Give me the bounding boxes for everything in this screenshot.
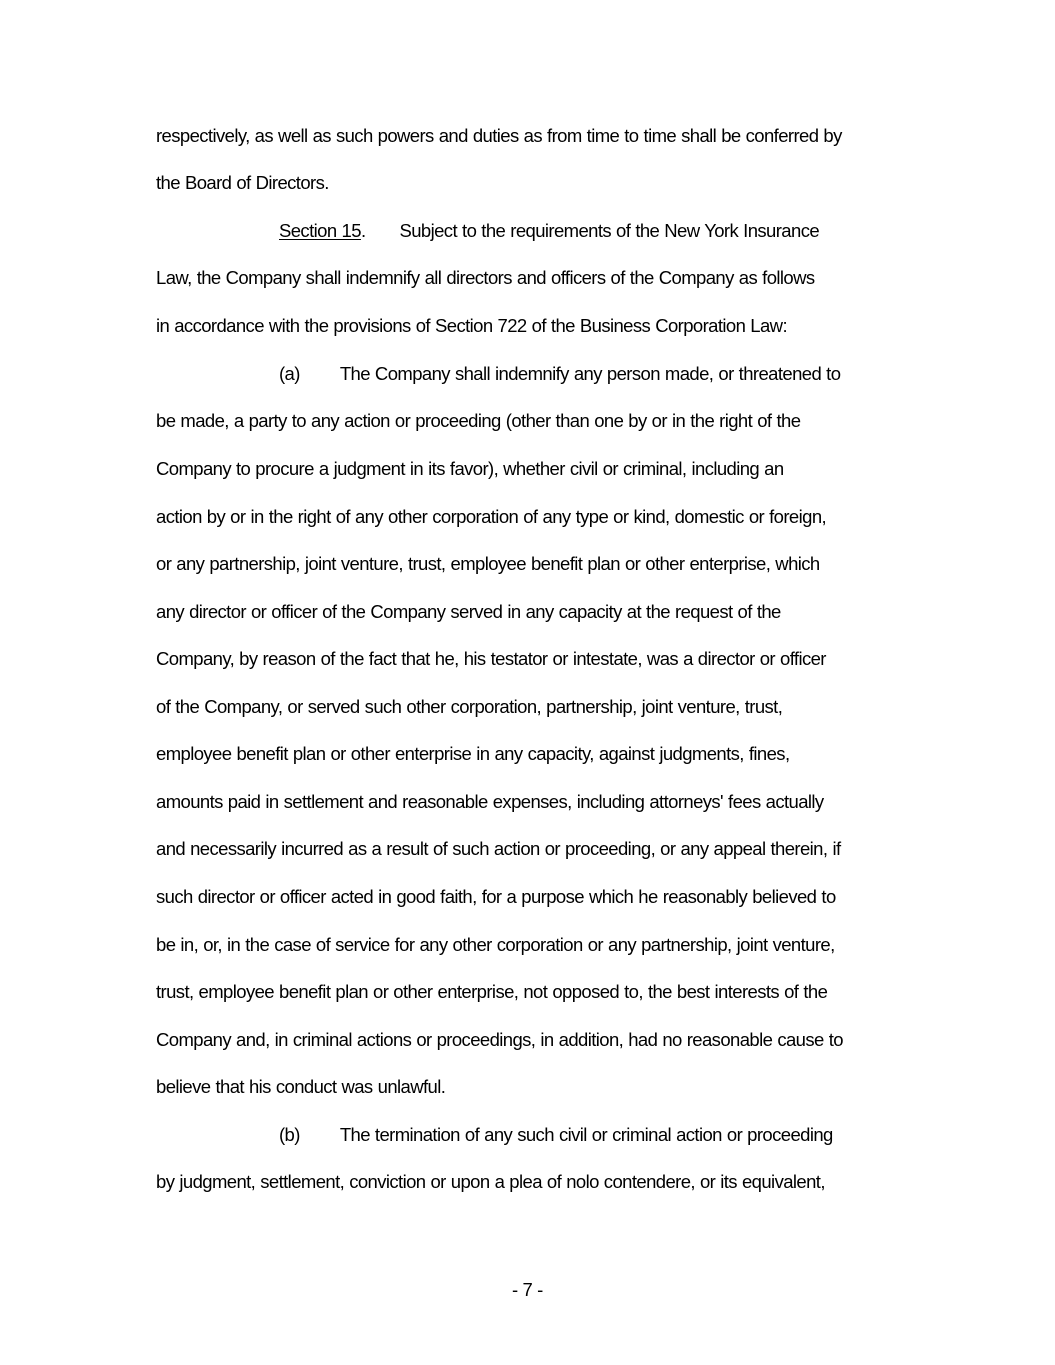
section-15-heading: Section 15 xyxy=(279,220,361,241)
text-line: employee benefit plan or other enterprise in any capacity, against judgments, fines, xyxy=(156,743,790,764)
text-line: Company, by reason of the fact that he, his testator or intestate, was a director or officer xyxy=(156,648,826,669)
text-line: and necessarily incurred as a result of such action or proceeding, or any appeal therein, if xyxy=(156,838,841,859)
text-line: amounts paid in settlement and reasonable expenses, including attorneys' fees actually xyxy=(156,791,824,812)
text-line: respectively, as well as such powers and duties as from time to time shall be conferred by xyxy=(156,125,842,146)
section-15-intro-text: Subject to the requirements of the New York Insurance xyxy=(399,220,820,241)
clause-a-first-line xyxy=(279,363,840,385)
text-line: Law, the Company shall indemnify all directors and officers of the Company as follows xyxy=(156,267,815,288)
text-line: Company to procure a judgment in its favor), whether civil or criminal, including an xyxy=(156,458,784,479)
text-line: action by or in the right of any other corporation of any type or kind, domestic or foreign, xyxy=(156,506,827,527)
text-line: the Board of Directors. xyxy=(156,172,329,193)
text-line: of the Company, or served such other corporation, partnership, joint venture, trust, xyxy=(156,696,783,717)
text-line: by judgment, settlement, conviction or upon a plea of nolo contendere, or its equivalent, xyxy=(156,1171,825,1192)
text-line: trust, employee benefit plan or other enterprise, not opposed to, the best interests of the xyxy=(156,981,828,1002)
section-15-first-line xyxy=(279,220,819,242)
text-line: be made, a party to any action or proceeding (other than one by or in the right of the xyxy=(156,410,801,431)
clause-b-first-line xyxy=(279,1124,833,1146)
text-line: any director or officer of the Company served in any capacity at the request of the xyxy=(156,601,781,622)
clause-b-label: (b) xyxy=(279,1124,300,1145)
text-line: be in, or, in the case of service for any other corporation or any partnership, joint venture, xyxy=(156,934,835,955)
section-15-heading-period: . xyxy=(360,220,366,241)
text-line: such director or officer acted in good faith, for a purpose which he reasonably believed to xyxy=(156,886,836,907)
clause-a-label: (a) xyxy=(279,363,300,384)
page-number: - 7 - xyxy=(512,1279,543,1300)
clause-b-intro-text: The termination of any such civil or criminal action or proceeding xyxy=(339,1124,833,1145)
clause-a-intro-text: The Company shall indemnify any person made, or threatened to xyxy=(339,363,841,384)
text-line: believe that his conduct was unlawful. xyxy=(156,1076,446,1097)
text-line: in accordance with the provisions of Section 722 of the Business Corporation Law: xyxy=(156,315,787,336)
text-line: or any partnership, joint venture, trust, employee benefit plan or other enterprise, which xyxy=(156,553,820,574)
text-line: Company and, in criminal actions or proceedings, in addition, had no reasonable cause to xyxy=(156,1029,843,1050)
